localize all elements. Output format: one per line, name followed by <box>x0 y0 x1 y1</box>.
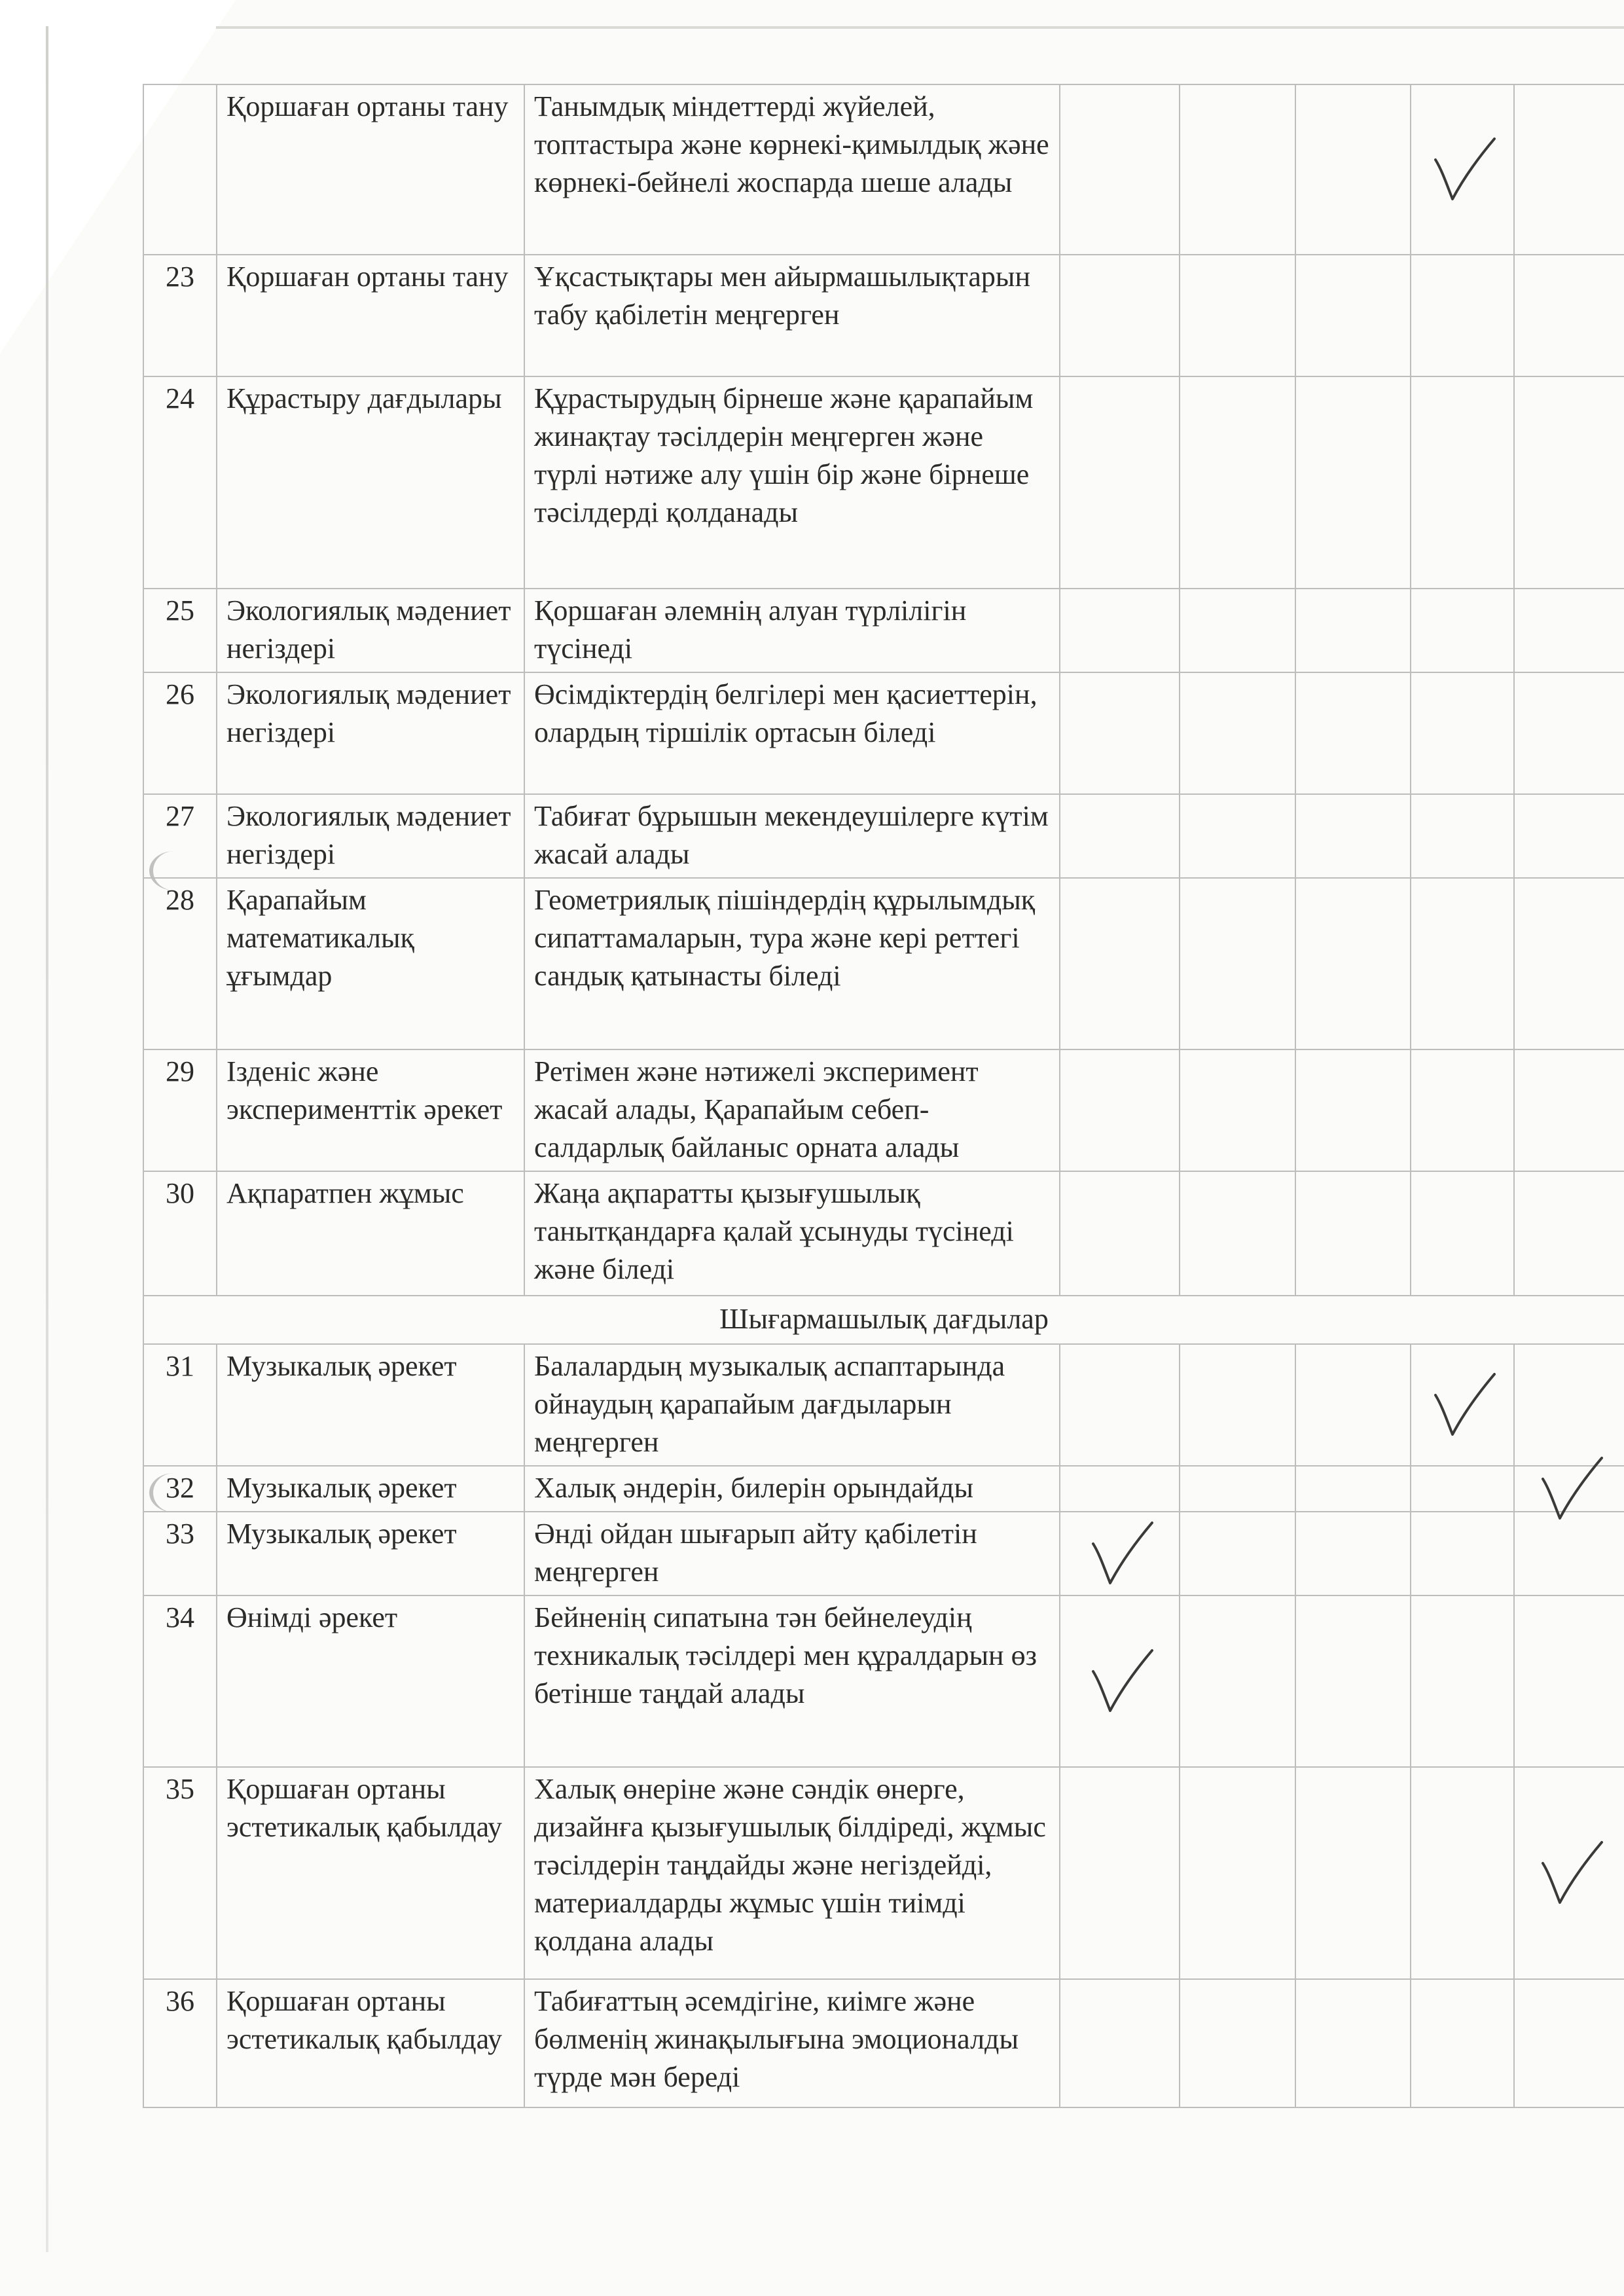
row-number: 27 <box>143 794 217 878</box>
level-cell-5 <box>1514 376 1624 589</box>
level-cell-3 <box>1295 794 1411 878</box>
level-cell-1 <box>1060 1466 1180 1512</box>
row-number: 23 <box>143 255 217 376</box>
row-number: 31 <box>143 1344 217 1466</box>
level-cell-2 <box>1180 589 1295 672</box>
level-cell-1 <box>1060 672 1180 794</box>
skill-area: Экологиялық мәдениет негіздері <box>217 794 524 878</box>
checkmark-icon <box>1084 1518 1156 1590</box>
level-cell-5 <box>1514 1466 1624 1512</box>
level-cell-5 <box>1514 1171 1624 1296</box>
table-row <box>143 1344 1624 1466</box>
row-number: 30 <box>143 1171 217 1296</box>
skill-description: Құрастырудың бірнеше және қарапайым жинақтау тәсілдерін меңгерген және түрлі нәтиже алу үшін бір және бірнеше тәсілдерді қолданады <box>524 376 1060 589</box>
level-cell-4 <box>1411 794 1514 878</box>
page-top-edge <box>216 26 1624 29</box>
level-cell-4 <box>1411 1595 1514 1767</box>
level-cell-2 <box>1180 794 1295 878</box>
level-cell-3 <box>1295 1466 1411 1512</box>
skill-description: Табиғат бұрышын мекендеушілерге күтім жасай алады <box>524 794 1060 878</box>
skill-description: Геометриялық пішіндердің құрылымдық сипаттамаларын, тура және кері реттегі сандық қатынасты біледі <box>524 878 1060 1049</box>
level-cell-4 <box>1411 255 1514 376</box>
level-cell-2 <box>1180 1344 1295 1466</box>
skill-description: Танымдық міндеттерді жүйелей, топтастыра және көрнекі-қимылдық және көрнекі-бейнелі жоспарда шеше алады <box>524 84 1060 255</box>
level-cell-3 <box>1295 878 1411 1049</box>
level-cell-4 <box>1411 1512 1514 1595</box>
skill-description: Әнді ойдан шығарып айту қабілетін меңгерген <box>524 1512 1060 1595</box>
level-cell-1 <box>1060 1767 1180 1979</box>
table-row <box>143 1049 1624 1171</box>
level-cell-3 <box>1295 1344 1411 1466</box>
checkmark-icon <box>1084 1645 1156 1717</box>
level-cell-1 <box>1060 878 1180 1049</box>
level-cell-4 <box>1411 1171 1514 1296</box>
skill-area: Қоршаған ортаны эстетикалық қабылдау <box>217 1979 524 2107</box>
level-cell-1 <box>1060 794 1180 878</box>
level-cell-1 <box>1060 1979 1180 2107</box>
row-number: 35 <box>143 1767 217 1979</box>
level-cell-1 <box>1060 1512 1180 1595</box>
row-number: 24 <box>143 376 217 589</box>
level-cell-3 <box>1295 1049 1411 1171</box>
skill-description: Табиғаттың әсемдігіне, киімге және бөлменің жинақылығына эмоционалды түрде мән береді <box>524 1979 1060 2107</box>
skill-description: Халық әндерін, билерін орындайды <box>524 1466 1060 1512</box>
skill-area: Құрастыру дағдылары <box>217 376 524 589</box>
row-number: 28 <box>143 878 217 1049</box>
level-cell-4 <box>1411 1344 1514 1466</box>
skill-area: Ізденіс және эксперименттік әрекет <box>217 1049 524 1171</box>
table-row <box>143 1979 1624 2107</box>
checkmark-icon <box>1426 134 1498 206</box>
table-row <box>143 1767 1624 1979</box>
level-cell-5 <box>1514 1344 1624 1466</box>
table-row <box>143 84 1624 255</box>
skill-area: Музыкалық әрекет <box>217 1344 524 1466</box>
row-number: 26 <box>143 672 217 794</box>
skill-description: Халық өнеріне және сәндік өнерге, дизайнға қызығушылық білдіреді, жұмыс тәсілдерін таңдайды және негіздейді, материалдарды жұмыс үшін тиімді қолдана алады <box>524 1767 1060 1979</box>
level-cell-2 <box>1180 1767 1295 1979</box>
level-cell-5 <box>1514 672 1624 794</box>
level-cell-3 <box>1295 1512 1411 1595</box>
level-cell-3 <box>1295 84 1411 255</box>
level-cell-2 <box>1180 1466 1295 1512</box>
table-row <box>143 255 1624 376</box>
row-number: 29 <box>143 1049 217 1171</box>
level-cell-5 <box>1514 1512 1624 1595</box>
level-cell-3 <box>1295 1595 1411 1767</box>
skill-area: Қоршаған ортаны тану <box>217 84 524 255</box>
table-row <box>143 376 1624 589</box>
table-row <box>143 1595 1624 1767</box>
skill-area: Экологиялық мәдениет негіздері <box>217 672 524 794</box>
level-cell-3 <box>1295 672 1411 794</box>
level-cell-1 <box>1060 84 1180 255</box>
page-left-edge <box>46 26 48 2252</box>
table-row <box>143 878 1624 1049</box>
level-cell-2 <box>1180 376 1295 589</box>
skill-description: Өсімдіктердің белгілері мен қасиеттерін, олардың тіршілік ортасын біледі <box>524 672 1060 794</box>
level-cell-4 <box>1411 1979 1514 2107</box>
level-cell-3 <box>1295 1767 1411 1979</box>
row-number: 34 <box>143 1595 217 1767</box>
level-cell-4 <box>1411 1466 1514 1512</box>
skill-description: Ұқсастықтары мен айырмашылықтарын табу қабілетін меңгерген <box>524 255 1060 376</box>
assessment-table <box>143 84 1624 2108</box>
level-cell-5 <box>1514 1049 1624 1171</box>
level-cell-5 <box>1514 1595 1624 1767</box>
level-cell-5 <box>1514 589 1624 672</box>
row-number: 36 <box>143 1979 217 2107</box>
level-cell-4 <box>1411 589 1514 672</box>
table-row <box>143 589 1624 672</box>
level-cell-3 <box>1295 1171 1411 1296</box>
skill-description: Жаңа ақпаратты қызығушылық танытқандарға қалай ұсынуды түсінеді және біледі <box>524 1171 1060 1296</box>
level-cell-2 <box>1180 672 1295 794</box>
level-cell-1 <box>1060 376 1180 589</box>
table-row <box>143 794 1624 878</box>
row-number <box>143 84 217 255</box>
level-cell-2 <box>1180 1595 1295 1767</box>
level-cell-2 <box>1180 878 1295 1049</box>
skill-area: Өнімді әрекет <box>217 1595 524 1767</box>
skill-area: Қоршаған ортаны эстетикалық қабылдау <box>217 1767 524 1979</box>
level-cell-3 <box>1295 589 1411 672</box>
skill-area: Музыкалық әрекет <box>217 1466 524 1512</box>
level-cell-2 <box>1180 1049 1295 1171</box>
level-cell-3 <box>1295 255 1411 376</box>
level-cell-2 <box>1180 1171 1295 1296</box>
level-cell-4 <box>1411 84 1514 255</box>
table-row <box>143 1171 1624 1296</box>
level-cell-1 <box>1060 589 1180 672</box>
level-cell-5 <box>1514 255 1624 376</box>
level-cell-2 <box>1180 255 1295 376</box>
skill-description: Бейненің сипатына тән бейнелеудің техникалық тәсілдері мен құралдарын өз бетінше таңдай алады <box>524 1595 1060 1767</box>
checkmark-icon <box>1534 1837 1606 1909</box>
row-number: 33 <box>143 1512 217 1595</box>
level-cell-2 <box>1180 1512 1295 1595</box>
level-cell-4 <box>1411 376 1514 589</box>
level-cell-1 <box>1060 1049 1180 1171</box>
table-row <box>143 1512 1624 1595</box>
level-cell-2 <box>1180 1979 1295 2107</box>
row-number: 32 <box>143 1466 217 1512</box>
skill-area: Ақпаратпен жұмыс <box>217 1171 524 1296</box>
level-cell-1 <box>1060 1595 1180 1767</box>
skill-area: Экологиялық мәдениет негіздері <box>217 589 524 672</box>
level-cell-5 <box>1514 878 1624 1049</box>
level-cell-3 <box>1295 376 1411 589</box>
section-title: Шығармашылық дағдылар <box>143 1296 1624 1344</box>
table-row <box>143 1466 1624 1512</box>
level-cell-1 <box>1060 1344 1180 1466</box>
level-cell-4 <box>1411 672 1514 794</box>
level-cell-5 <box>1514 794 1624 878</box>
level-cell-4 <box>1411 1049 1514 1171</box>
level-cell-1 <box>1060 1171 1180 1296</box>
checkmark-icon <box>1426 1369 1498 1441</box>
level-cell-5 <box>1514 1767 1624 1979</box>
skill-area: Қоршаған ортаны тану <box>217 255 524 376</box>
skill-description: Ретімен және нәтижелі эксперимент жасай алады, Қарапайым себеп-салдарлық байланыс орната алады <box>524 1049 1060 1171</box>
skill-area: Қарапайым математикалық ұғымдар <box>217 878 524 1049</box>
section-header-row <box>143 1296 1624 1344</box>
skill-description: Балалардың музыкалық аспаптарында ойнаудың қарапайым дағдыларын меңгерген <box>524 1344 1060 1466</box>
skill-description: Қоршаған әлемнің алуан түрлілігін түсінеді <box>524 589 1060 672</box>
skill-area: Музыкалық әрекет <box>217 1512 524 1595</box>
level-cell-3 <box>1295 1979 1411 2107</box>
level-cell-5 <box>1514 84 1624 255</box>
row-number: 25 <box>143 589 217 672</box>
level-cell-5 <box>1514 1979 1624 2107</box>
level-cell-2 <box>1180 84 1295 255</box>
table-row <box>143 672 1624 794</box>
level-cell-1 <box>1060 255 1180 376</box>
level-cell-4 <box>1411 878 1514 1049</box>
level-cell-4 <box>1411 1767 1514 1979</box>
